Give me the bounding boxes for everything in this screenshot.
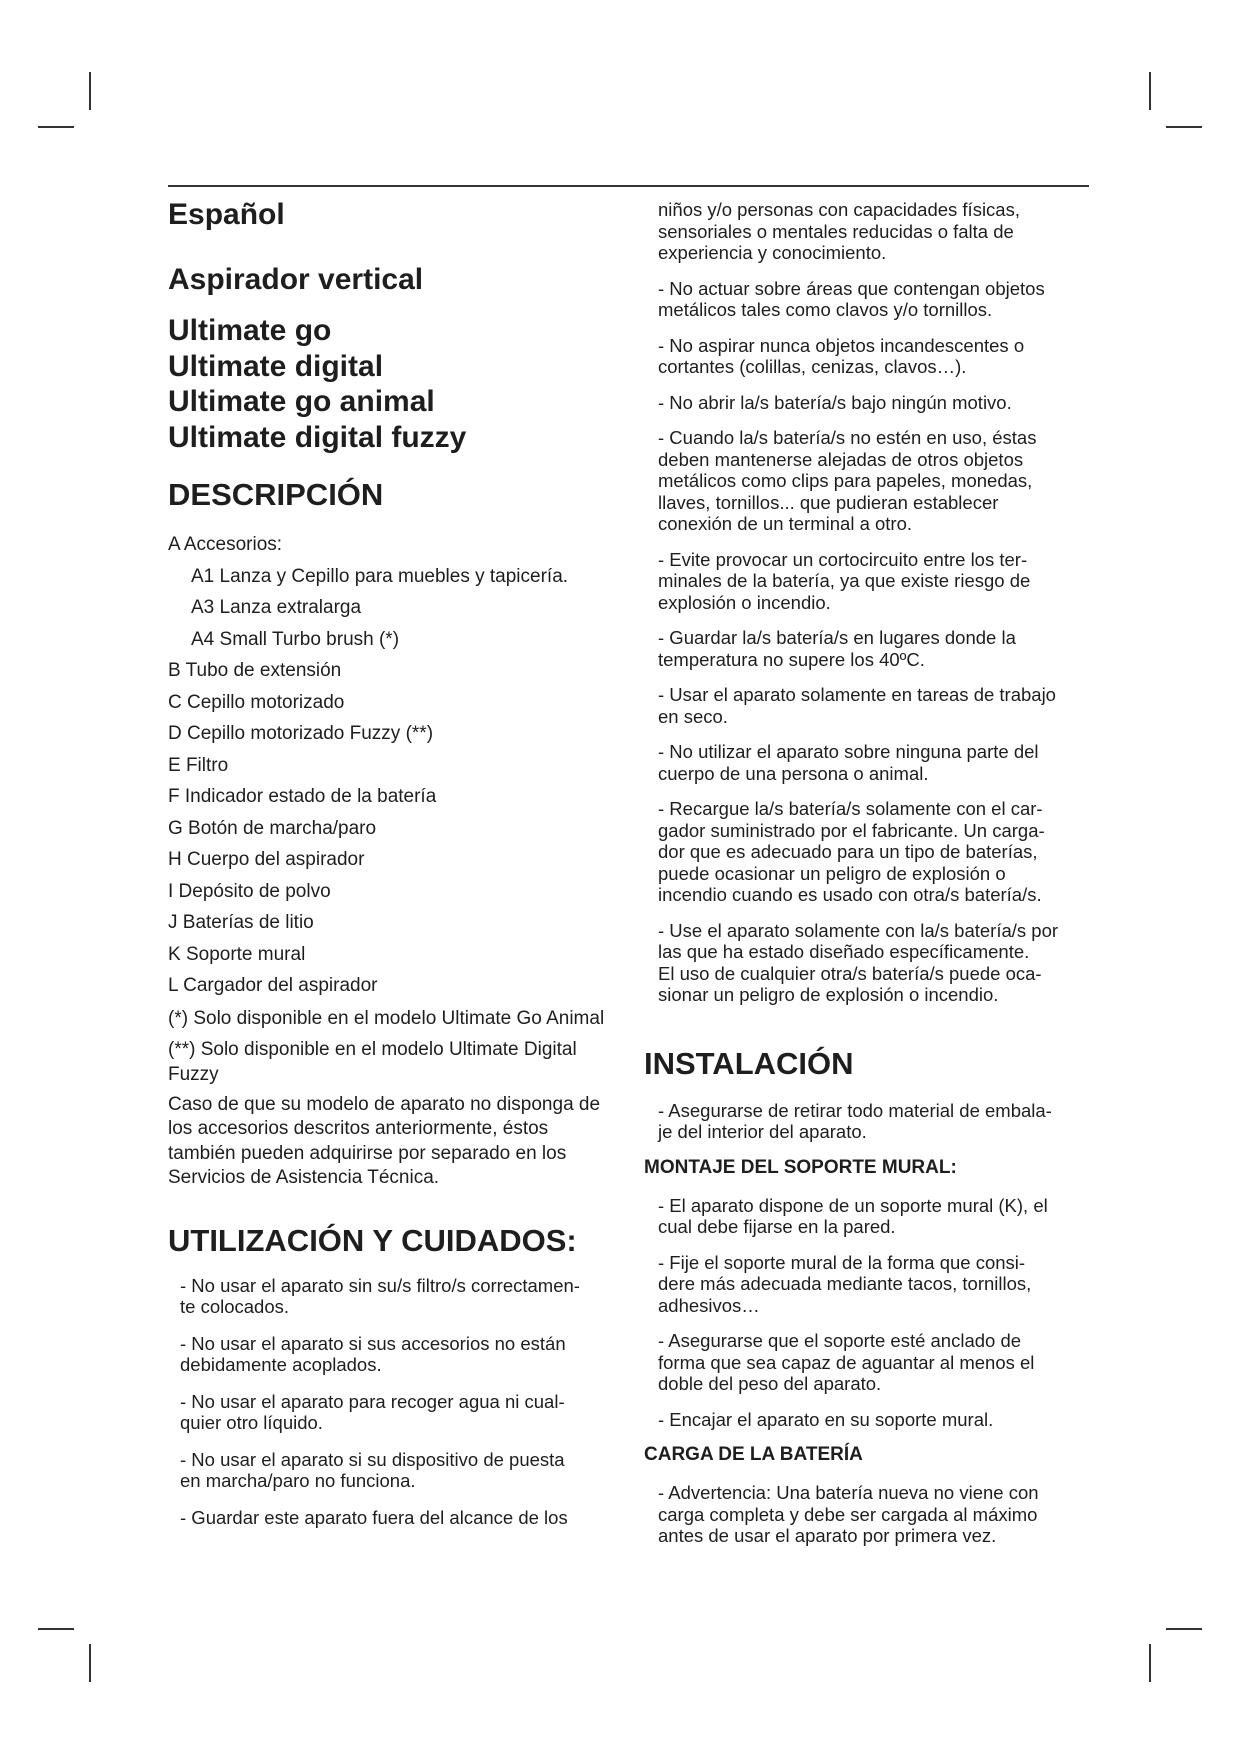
component-item: L Cargador del aspirador [168, 975, 378, 996]
usage-warning-continuation: niños y/o personas con capacidades físicas, sensoriales o mentales reducidas o falta de experiencia y conocimiento. [658, 199, 1020, 263]
component-item: K Soporte mural [168, 943, 306, 965]
mounting-step-item: - Encajar el aparato en su soporte mural. [658, 1408, 994, 1430]
component-item: A Accesorios: [168, 534, 283, 555]
usage-warning-item: - No usar el aparato si sus accesorios no están debidamente acoplados. [180, 1332, 566, 1375]
component-item: A3 Lanza extralarga [191, 597, 362, 618]
mounting-step-item: - Fije el soporte mural de la forma que consi- dere más adecuada mediante tacos, tornillos, adhesivos… [658, 1251, 1032, 1316]
component-item: E Filtro [168, 754, 229, 776]
charging-step-item: - Advertencia: Una batería nueva no viene con carga completa y debe ser cargada al máximo antes de usar el aparato por primera vez. [658, 1482, 1039, 1546]
availability-note: (**) Solo disponible en el modelo Ultimate Digital Fuzzy [168, 1038, 577, 1085]
usage-warning-item: - No usar el aparato para recoger agua ni cual- quier otro líquido. [180, 1390, 565, 1433]
product-title: Aspirador vertical [168, 263, 424, 296]
crop-mark [1149, 72, 1151, 110]
usage-warning-item: - Evite provocar un cortocircuito entre los ter- minales de la batería, ya que existe riesgo de explosión o incendio. [658, 548, 1031, 613]
model-name: Ultimate go animal [168, 385, 435, 418]
model-name: Ultimate digital [168, 349, 384, 383]
crop-mark [38, 126, 74, 128]
usage-warnings-continued [644, 278, 1104, 1006]
component-item: D Cepillo motorizado Fuzzy (**) [168, 723, 434, 744]
usage-warning-item: - No utilizar el aparato sobre ninguna parte del cuerpo de una persona o animal. [658, 741, 1039, 784]
carga-heading: CARGA DE LA BATERÍA [644, 1444, 863, 1465]
crop-mark [1149, 1644, 1151, 1682]
installation-intro: - Asegurarse de retirar todo material de embala- je del interior del aparato. [658, 1099, 1052, 1142]
availability-note: (*) Solo disponible en el modelo Ultimate Go Animal [168, 1007, 605, 1029]
component-list [168, 533, 618, 998]
utilizacion-heading: UTILIZACIÓN Y CUIDADOS: [168, 1222, 577, 1258]
component-item: H Cuerpo del aspirador [168, 849, 365, 870]
component-item: B Tubo de extensión [168, 660, 342, 681]
montaje-heading: MONTAJE DEL SOPORTE MURAL: [644, 1156, 957, 1178]
component-item: A4 Small Turbo brush (*) [191, 628, 400, 650]
mounting-step-item: - Asegurarse que el soporte esté anclado de forma que sea capaz de aguantar al menos el doble del peso del aparato. [658, 1330, 1035, 1394]
model-name: Ultimate go [168, 314, 332, 347]
crop-mark [89, 72, 91, 110]
usage-warning-item: - No usar el aparato si su dispositivo de puesta en marcha/paro no funciona. [180, 1448, 565, 1491]
mounting-steps [644, 1195, 1104, 1431]
accessories-paragraph: Caso de que su modelo de aparato no disponga de los accesorios descritos anteriormente, éstos también pueden adquirirse por separado en los Servicios de Asistencia Técnica. [168, 1093, 601, 1188]
usage-warning-item: - No actuar sobre áreas que contengan objetos metálicos tales como clavos y/o tornillos. [658, 277, 1045, 320]
component-item: G Botón de marcha/paro [168, 817, 377, 839]
component-item: A1 Lanza y Cepillo para muebles y tapicería. [191, 565, 569, 587]
header-rule [168, 185, 1089, 187]
component-item: C Cepillo motorizado [168, 691, 345, 713]
usage-warnings [168, 1275, 618, 1529]
component-item: J Baterías de litio [168, 912, 314, 933]
crop-mark [1166, 126, 1202, 128]
usage-warning-item: - No usar el aparato sin su/s filtro/s correctamen- te colocados. [180, 1274, 580, 1317]
usage-warning-item: - Guardar la/s batería/s en lugares donde la temperatura no supere los 40ºC. [658, 627, 1016, 670]
descripcion-heading: DESCRIPCIÓN [168, 477, 384, 512]
usage-warning-item: - Recargue la/s batería/s solamente con el car- gador suministrado por el fabricante. Un carga- dor que es adecuado para un tipo de baterías, puede ocasionar un peligro de explosión o incendio cuando es usado con otra/s batería/s. [658, 798, 1045, 905]
right-column [644, 199, 1104, 1561]
usage-warning-item: - Cuando la/s batería/s no estén en uso, éstas deben mantenerse alejadas de otros objetos metálicos como clips para papeles, monedas, llaves, tornillos... que pudieran establecer conexión de un terminal a otro. [658, 427, 1037, 534]
usage-warning-item: - Guardar este aparato fuera del alcance de los [180, 1506, 568, 1528]
model-list [168, 313, 618, 455]
component-item: I Depósito de polvo [168, 880, 331, 902]
model-name: Ultimate digital fuzzy [168, 420, 467, 454]
charging-steps [644, 1482, 1104, 1547]
instalacion-heading: INSTALACIÓN [644, 1045, 854, 1081]
mounting-step-item: - El aparato dispone de un soporte mural (K), el cual debe fijarse en la pared. [658, 1194, 1048, 1237]
language-label: Español [168, 198, 285, 231]
crop-mark [38, 1628, 74, 1630]
usage-warning-item: - No aspirar nunca objetos incandescentes o cortantes (colillas, cenizas, clavos…). [658, 334, 1025, 377]
crop-mark [1166, 1628, 1202, 1630]
usage-warning-item: - No abrir la/s batería/s bajo ningún motivo. [658, 391, 1012, 413]
usage-warning-item: - Use el aparato solamente con la/s batería/s por las que ha estado diseñado específicamente. El uso de cualquier otra/s batería/s puede oca- sionar un peligro de explosión o incendio. [658, 919, 1059, 1005]
crop-mark [89, 1644, 91, 1682]
usage-warning-item: - Usar el aparato solamente en tareas de trabajo en seco. [658, 684, 1056, 727]
component-item: F Indicador estado de la batería [168, 786, 437, 807]
left-column [168, 190, 618, 1543]
